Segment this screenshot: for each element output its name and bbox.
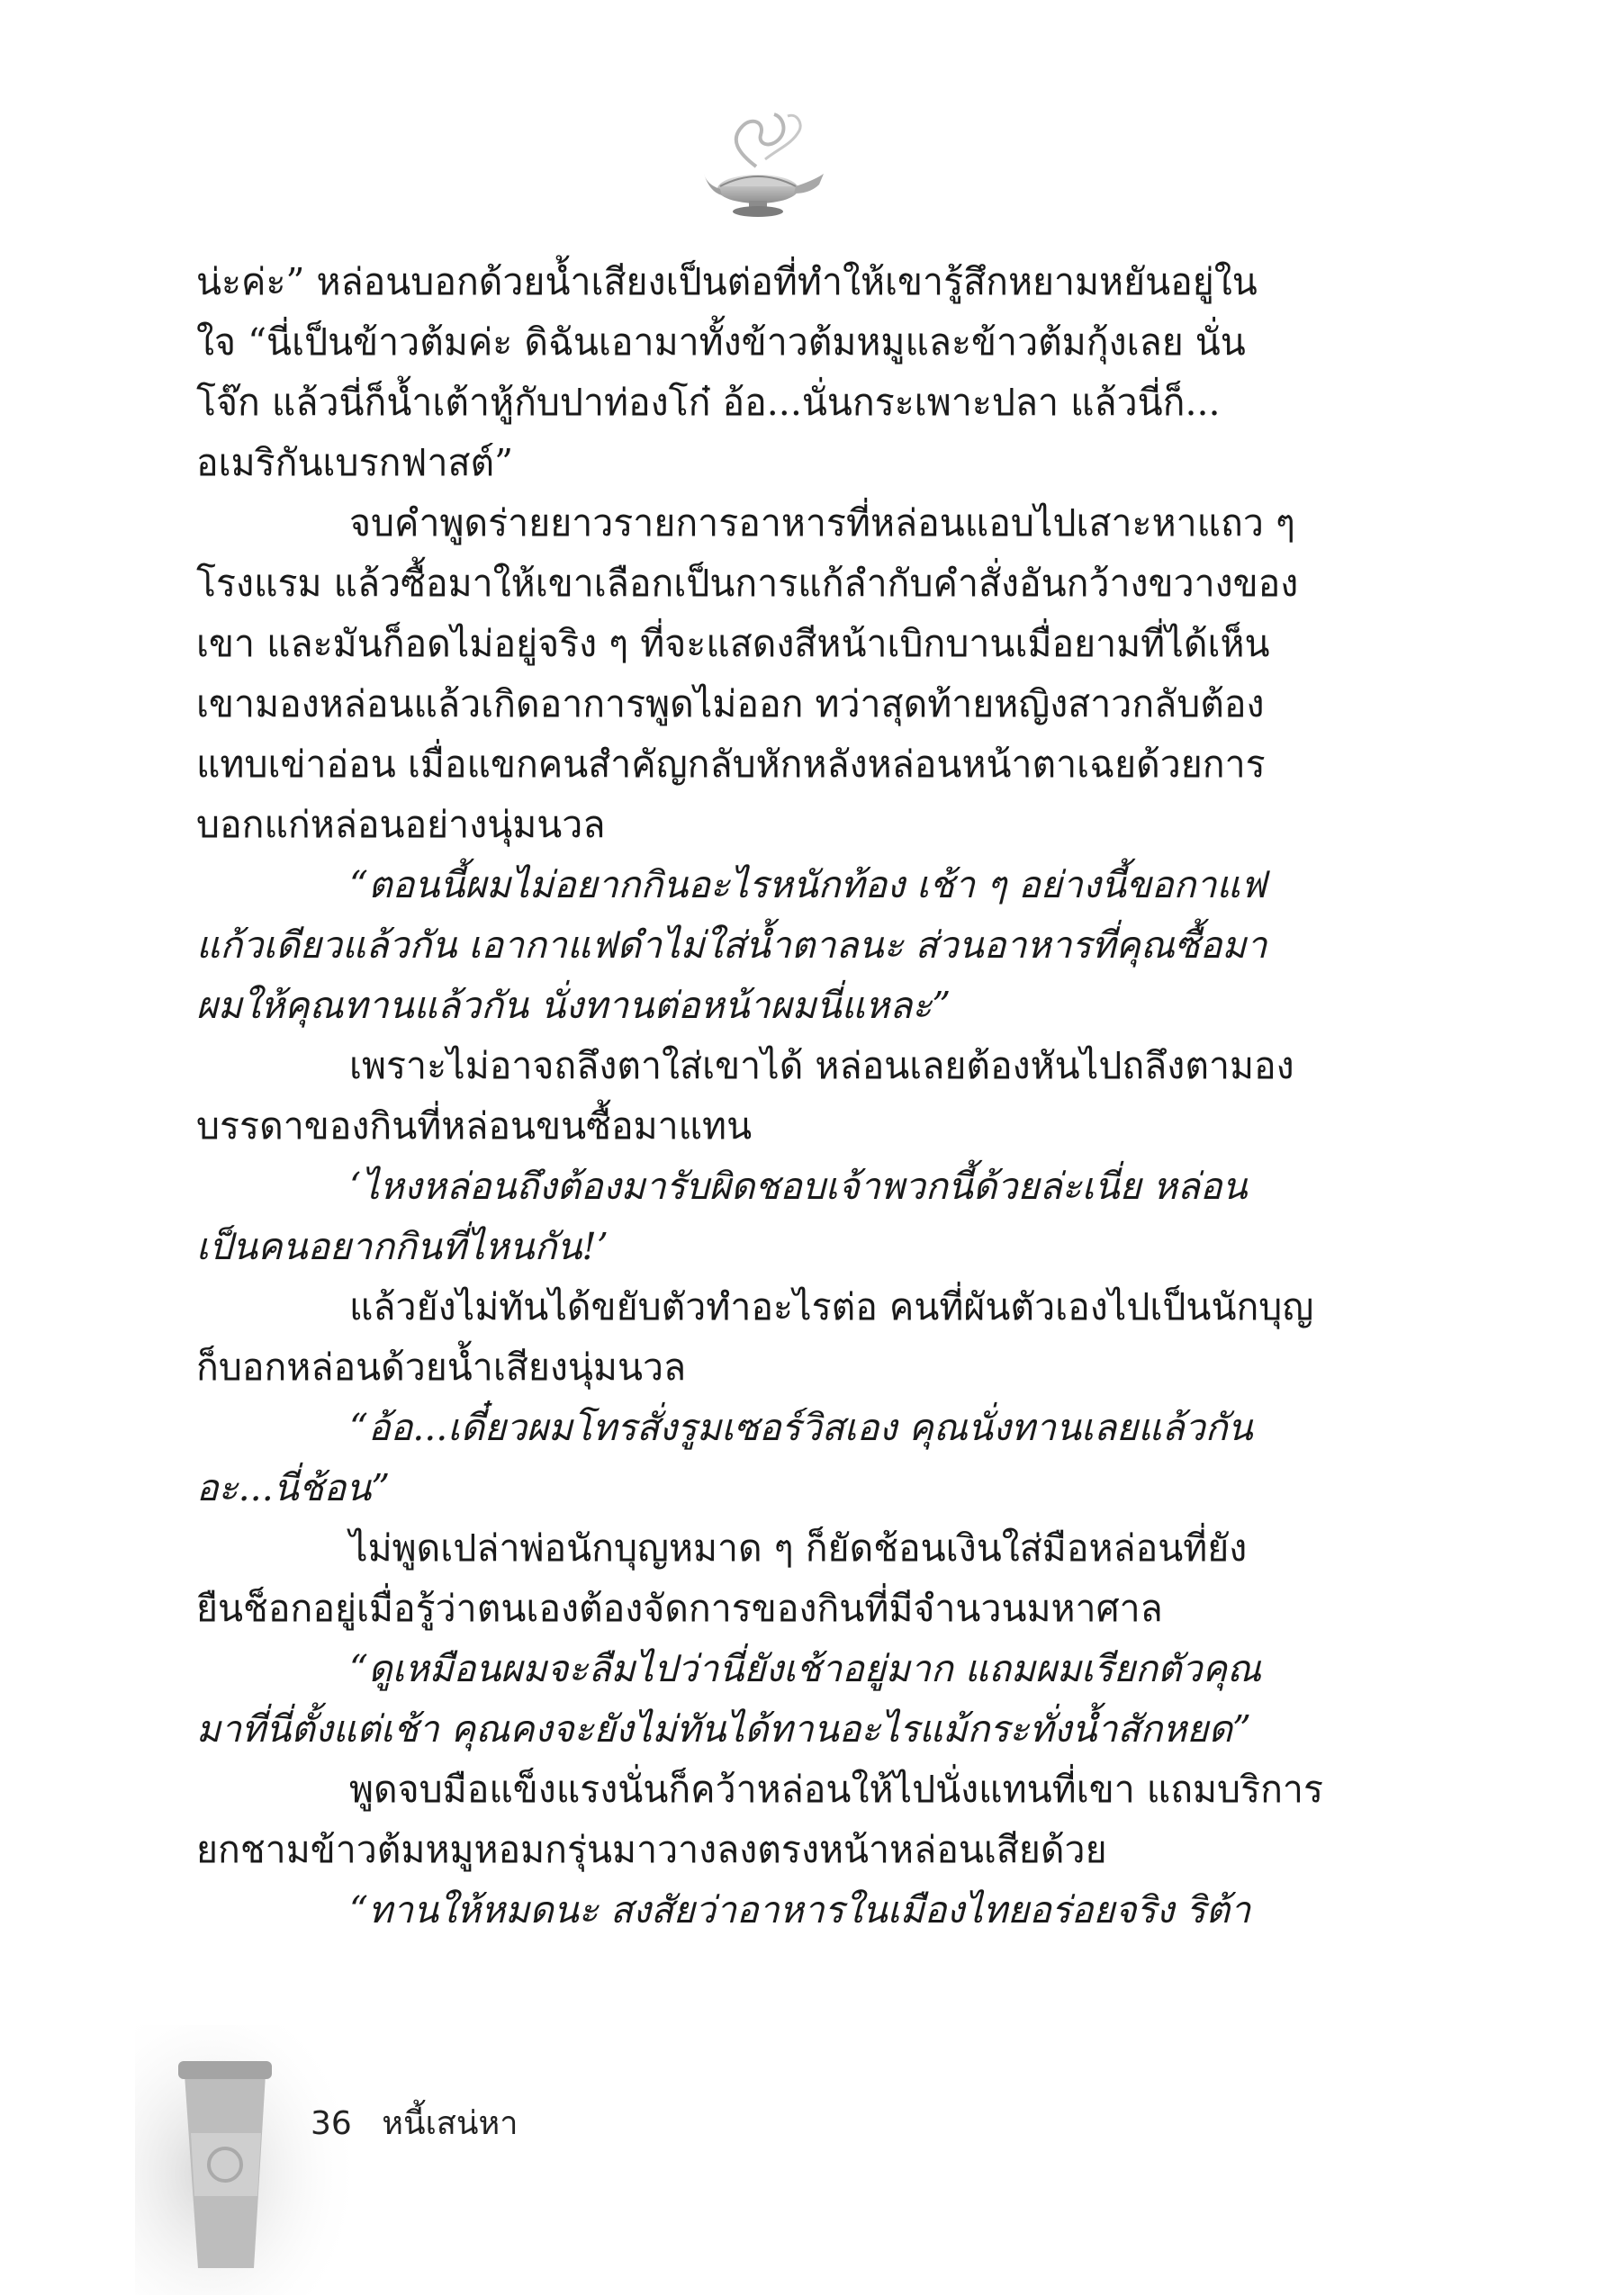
text-line: โรงแรม แล้วซื้อมาให้เขาเลือกเป็นการแก้ลำกับคำสั่งอันกว้างขวางของ	[196, 562, 1299, 605]
text-line: อะ...นี่ช้อน”	[196, 1466, 391, 1509]
text-line: เขามองหล่อนแล้วเกิดอาการพูดไม่ออก ทว่าสุดท้ายหญิงสาวกลับต้อง	[196, 682, 1265, 725]
text-line: บรรดาของกินที่หล่อนขนซื้อมาแทน	[196, 1104, 753, 1148]
text-line: ไม่พูดเปล่าพ่อนักบุญหมาด ๆ ก็ยัดช้อนเงินใส่มือหล่อนที่ยัง	[349, 1526, 1248, 1570]
book-title: หนี้เสน่หา	[382, 2105, 518, 2142]
text-line: ก็บอกหล่อนด้วยน้ำเสียงนุ่มนวล	[196, 1346, 687, 1389]
text-line: เป็นคนอยากกินที่ไหนกัน!’	[196, 1225, 609, 1268]
text-line: เพราะไม่อาจถลึงตาใส่เขาได้ หล่อนเลยต้องหันไปถลึงตามอง	[349, 1044, 1294, 1087]
coffee-cup-icon	[135, 2025, 351, 2295]
text-line: ผมให้คุณทานแล้วกัน นั่งทานต่อหน้าผมนี่แหละ”	[196, 984, 951, 1027]
text-line: ยืนช็อกอยู่เมื่อรู้ว่าตนเองต้องจัดการของกินที่มีจำนวนมหาศาล	[196, 1587, 1163, 1630]
text-line: โจ๊ก แล้วนี่ก็น้ำเต้าหู้กับปาท่องโก๋ อ้อ...นั่นกระเพาะปลา แล้วนี่ก็...	[196, 381, 1221, 424]
text-line: พูดจบมือแข็งแรงนั่นก็คว้าหล่อนให้ไปนั่งแทนที่เขา แถมบริการ	[349, 1768, 1323, 1811]
text-line: “ดูเหมือนผมจะลืมไปว่านี่ยังเช้าอยู่มาก แถมผมเรียกตัวคุณ	[349, 1647, 1262, 1690]
text-line: น่ะค่ะ” หล่อนบอกด้วยน้ำเสียงเป็นต่อที่ทำให้เขารู้สึกหยามหยันอยู่ใน	[196, 260, 1258, 303]
text-line: อเมริกันเบรกฟาสต์”	[196, 441, 514, 484]
page-footer	[311, 2097, 537, 2148]
text-line: แล้วยังไม่ทันได้ขยับตัวทำอะไรต่อ คนที่ผันตัวเองไปเป็นนักบุญ	[349, 1285, 1314, 1328]
text-line: แก้วเดียวแล้วกัน เอากาแฟดำไม่ใส่น้ำตาลนะ ส่วนอาหารที่คุณซื้อมา	[196, 923, 1267, 967]
text-line: ใจ “นี่เป็นข้าวต้มค่ะ ดิฉันเอามาทั้งข้าวต้มหมูและข้าวต้มกุ้งเลย นั่น	[196, 320, 1246, 364]
page-number: 36	[311, 2105, 352, 2142]
text-line: “ทานให้หมดนะ สงสัยว่าอาหารในเมืองไทยอร่อยจริง ริต้า	[349, 1888, 1251, 1931]
text-line: แทบเข่าอ่อน เมื่อแขกคนสำคัญกลับหักหลังหล่อนหน้าตาเฉยด้วยการ	[196, 743, 1266, 786]
text-line: “อ้อ...เดี๋ยวผมโทรสั่งรูมเซอร์วิสเอง คุณนั่งทานเลยแล้วกัน	[349, 1406, 1253, 1449]
text-line: มาที่นี่ตั้งแต่เช้า คุณคงจะยังไม่ทันได้ทานอะไรแม้กระทั่งน้ำสักหยด”	[196, 1707, 1251, 1751]
text-line: บอกแก่หล่อนอย่างนุ่มนวล	[196, 803, 606, 846]
text-line: จบคำพูดร่ายยาวรายการอาหารที่หล่อนแอบไปเสาะหาแถว ๆ	[349, 501, 1295, 545]
text-line: ยกชามข้าวต้มหมูหอมกรุ่นมาวางลงตรงหน้าหล่อนเสียด้วย	[196, 1828, 1107, 1871]
text-line: “ตอนนี้ผมไม่อยากกินอะไรหนักท้อง เช้า ๆ อย่างนี้ขอกาแฟ	[349, 863, 1267, 906]
body-text	[196, 252, 1429, 1940]
genie-lamp-icon	[693, 104, 828, 221]
text-line: ‘ไหงหล่อนถึงต้องมารับผิดชอบเจ้าพวกนี้ด้วยล่ะเนี่ย หล่อน	[349, 1165, 1248, 1208]
text-line: เขา และมันก็อดไม่อยู่จริง ๆ ที่จะแสดงสีหน้าเบิกบานเมื่อยามที่ได้เห็น	[196, 622, 1270, 665]
